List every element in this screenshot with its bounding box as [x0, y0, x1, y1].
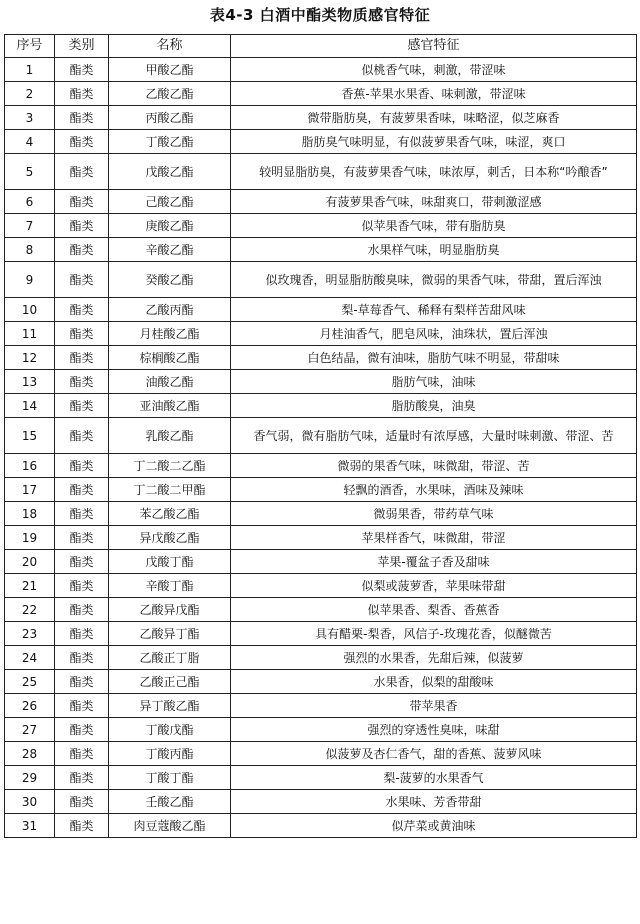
cell-sensory: 脂肪酸臭，油臭	[231, 394, 637, 418]
cell-sensory: 似菠萝及杏仁香气，甜的香蕉、菠萝风味	[231, 742, 637, 766]
cell-category: 酯类	[55, 322, 109, 346]
cell-sensory: 梨-草莓香气、稀释有梨样苦甜风味	[231, 298, 637, 322]
table-row	[5, 370, 637, 394]
table-row	[5, 130, 637, 154]
cell-sensory: 强烈的穿透性臭味，味甜	[231, 718, 637, 742]
cell-name: 丁酸戊酯	[109, 718, 231, 742]
cell-category: 酯类	[55, 418, 109, 454]
table-row	[5, 262, 637, 298]
cell-name: 异戊酸乙酯	[109, 526, 231, 550]
cell-name: 壬酸乙酯	[109, 790, 231, 814]
cell-no: 8	[5, 238, 55, 262]
cell-sensory: 具有醋栗-梨香，风信子-玫瑰花香，似醚微苦	[231, 622, 637, 646]
cell-sensory: 白色结晶，微有油味，脂肪气味不明显，带甜味	[231, 346, 637, 370]
cell-no: 29	[5, 766, 55, 790]
cell-name: 乳酸乙酯	[109, 418, 231, 454]
table-row	[5, 814, 637, 838]
table-row	[5, 598, 637, 622]
cell-no: 26	[5, 694, 55, 718]
table-row	[5, 82, 637, 106]
cell-name: 乙酸乙酯	[109, 82, 231, 106]
cell-name: 乙酸丙酯	[109, 298, 231, 322]
cell-sensory: 似芹菜或黄油味	[231, 814, 637, 838]
cell-no: 22	[5, 598, 55, 622]
cell-category: 酯类	[55, 814, 109, 838]
cell-sensory: 脂肪气味，油味	[231, 370, 637, 394]
cell-sensory: 苹果-覆盆子香及甜味	[231, 550, 637, 574]
cell-no: 9	[5, 262, 55, 298]
cell-name: 月桂酸乙酯	[109, 322, 231, 346]
cell-category: 酯类	[55, 238, 109, 262]
cell-sensory: 似苹果香气味，带有脂肪臭	[231, 214, 637, 238]
cell-name: 丁二酸二乙酯	[109, 454, 231, 478]
cell-no: 2	[5, 82, 55, 106]
header-category: 类别	[55, 35, 109, 58]
cell-name: 丁酸丁酯	[109, 766, 231, 790]
cell-sensory: 月桂油香气，肥皂风味，油珠状，置后浑浊	[231, 322, 637, 346]
cell-category: 酯类	[55, 574, 109, 598]
table-row	[5, 214, 637, 238]
cell-no: 7	[5, 214, 55, 238]
cell-name: 亚油酸乙酯	[109, 394, 231, 418]
cell-category: 酯类	[55, 190, 109, 214]
header-sensory: 感官特征	[231, 35, 637, 58]
cell-category: 酯类	[55, 262, 109, 298]
cell-sensory: 苹果样香气，味微甜，带涩	[231, 526, 637, 550]
cell-sensory: 梨-菠萝的水果香气	[231, 766, 637, 790]
cell-category: 酯类	[55, 130, 109, 154]
cell-no: 25	[5, 670, 55, 694]
cell-sensory: 水果香，似梨的甜酸味	[231, 670, 637, 694]
table-row	[5, 190, 637, 214]
cell-no: 19	[5, 526, 55, 550]
cell-category: 酯类	[55, 298, 109, 322]
table-row	[5, 478, 637, 502]
cell-name: 棕榈酸乙酯	[109, 346, 231, 370]
table-row	[5, 418, 637, 454]
cell-no: 6	[5, 190, 55, 214]
cell-name: 异丁酸乙酯	[109, 694, 231, 718]
cell-no: 3	[5, 106, 55, 130]
cell-name: 甲酸乙酯	[109, 58, 231, 82]
cell-name: 肉豆蔻酸乙酯	[109, 814, 231, 838]
cell-category: 酯类	[55, 622, 109, 646]
table-row	[5, 550, 637, 574]
table-row	[5, 766, 637, 790]
cell-name: 乙酸正丁脂	[109, 646, 231, 670]
cell-name: 丙酸乙酯	[109, 106, 231, 130]
table-row	[5, 238, 637, 262]
table-row	[5, 106, 637, 130]
cell-name: 癸酸乙酯	[109, 262, 231, 298]
cell-category: 酯类	[55, 598, 109, 622]
header-name: 名称	[109, 35, 231, 58]
cell-no: 4	[5, 130, 55, 154]
cell-sensory: 似梨或菠萝香，苹果味带甜	[231, 574, 637, 598]
cell-category: 酯类	[55, 478, 109, 502]
cell-name: 辛酸乙酯	[109, 238, 231, 262]
cell-category: 酯类	[55, 718, 109, 742]
cell-no: 18	[5, 502, 55, 526]
table-row	[5, 646, 637, 670]
cell-sensory: 水果样气味，明显脂肪臭	[231, 238, 637, 262]
table-row	[5, 718, 637, 742]
table-row	[5, 790, 637, 814]
cell-no: 14	[5, 394, 55, 418]
cell-category: 酯类	[55, 454, 109, 478]
cell-category: 酯类	[55, 790, 109, 814]
cell-no: 17	[5, 478, 55, 502]
cell-no: 31	[5, 814, 55, 838]
table-row	[5, 346, 637, 370]
cell-sensory: 似桃香气味，刺激，带涩味	[231, 58, 637, 82]
table-title: 表4-3 白酒中酯类物质感官特征	[209, 6, 431, 24]
table-row	[5, 322, 637, 346]
cell-sensory: 带苹果香	[231, 694, 637, 718]
cell-name: 戊酸乙酯	[109, 154, 231, 190]
cell-sensory: 似苹果香、梨香、香蕉香	[231, 598, 637, 622]
cell-category: 酯类	[55, 526, 109, 550]
cell-name: 苯乙酸乙酯	[109, 502, 231, 526]
cell-no: 23	[5, 622, 55, 646]
cell-no: 21	[5, 574, 55, 598]
cell-name: 丁酸乙酯	[109, 130, 231, 154]
cell-no: 5	[5, 154, 55, 190]
cell-name: 己酸乙酯	[109, 190, 231, 214]
table-row	[5, 526, 637, 550]
table-row	[5, 454, 637, 478]
cell-sensory: 微弱的果香气味，味微甜，带涩、苦	[231, 454, 637, 478]
cell-name: 丁酸丙酯	[109, 742, 231, 766]
cell-no: 27	[5, 718, 55, 742]
cell-sensory: 微弱果香，带药草气味	[231, 502, 637, 526]
cell-name: 乙酸异丁酯	[109, 622, 231, 646]
table-row	[5, 742, 637, 766]
cell-category: 酯类	[55, 766, 109, 790]
cell-sensory: 较明显脂肪臭，有菠萝果香气味，味浓厚，刺舌，日本称“吟酿香”	[231, 154, 637, 190]
header-no: 序号	[5, 35, 55, 58]
cell-no: 28	[5, 742, 55, 766]
cell-category: 酯类	[55, 670, 109, 694]
table-row	[5, 298, 637, 322]
cell-no: 13	[5, 370, 55, 394]
header-row	[5, 35, 637, 58]
cell-category: 酯类	[55, 742, 109, 766]
cell-sensory: 轻飘的酒香，水果味，酒味及辣味	[231, 478, 637, 502]
cell-category: 酯类	[55, 502, 109, 526]
cell-name: 庚酸乙酯	[109, 214, 231, 238]
cell-sensory: 强烈的水果香，先甜后辣，似菠萝	[231, 646, 637, 670]
cell-name: 戊酸丁酯	[109, 550, 231, 574]
cell-no: 1	[5, 58, 55, 82]
cell-sensory: 香气弱，微有脂肪气味，适量时有浓厚感，大量时味刺激、带涩、苦	[231, 418, 637, 454]
cell-category: 酯类	[55, 550, 109, 574]
cell-no: 16	[5, 454, 55, 478]
cell-no: 12	[5, 346, 55, 370]
cell-category: 酯类	[55, 214, 109, 238]
cell-category: 酯类	[55, 646, 109, 670]
cell-category: 酯类	[55, 394, 109, 418]
cell-name: 乙酸异戊酯	[109, 598, 231, 622]
cell-category: 酯类	[55, 106, 109, 130]
cell-category: 酯类	[55, 370, 109, 394]
cell-sensory: 微带脂肪臭，有菠萝果香味，味略涩，似芝麻香	[231, 106, 637, 130]
cell-no: 30	[5, 790, 55, 814]
table-row	[5, 154, 637, 190]
cell-no: 10	[5, 298, 55, 322]
cell-no: 11	[5, 322, 55, 346]
cell-category: 酯类	[55, 82, 109, 106]
cell-name: 乙酸正己酯	[109, 670, 231, 694]
cell-sensory: 香蕉-苹果水果香、味刺激，带涩味	[231, 82, 637, 106]
table-row	[5, 622, 637, 646]
cell-sensory: 脂肪臭气味明显，有似菠萝果香气味，味涩，爽口	[231, 130, 637, 154]
table-row	[5, 694, 637, 718]
cell-category: 酯类	[55, 346, 109, 370]
cell-name: 丁二酸二甲酯	[109, 478, 231, 502]
cell-sensory: 水果味、芳香带甜	[231, 790, 637, 814]
cell-sensory: 有菠萝果香气味，味甜爽口，带刺激涩感	[231, 190, 637, 214]
table-row	[5, 502, 637, 526]
cell-name: 辛酸丁酯	[109, 574, 231, 598]
cell-sensory: 似玫瑰香，明显脂肪酸臭味，微弱的果香气味，带甜，置后浑浊	[231, 262, 637, 298]
cell-no: 24	[5, 646, 55, 670]
cell-category: 酯类	[55, 154, 109, 190]
cell-no: 20	[5, 550, 55, 574]
cell-category: 酯类	[55, 694, 109, 718]
cell-category: 酯类	[55, 58, 109, 82]
ester-sensory-table	[4, 34, 637, 838]
cell-name: 油酸乙酯	[109, 370, 231, 394]
table-row	[5, 670, 637, 694]
table-row	[5, 58, 637, 82]
cell-no: 15	[5, 418, 55, 454]
table-row	[5, 394, 637, 418]
table-row	[5, 574, 637, 598]
